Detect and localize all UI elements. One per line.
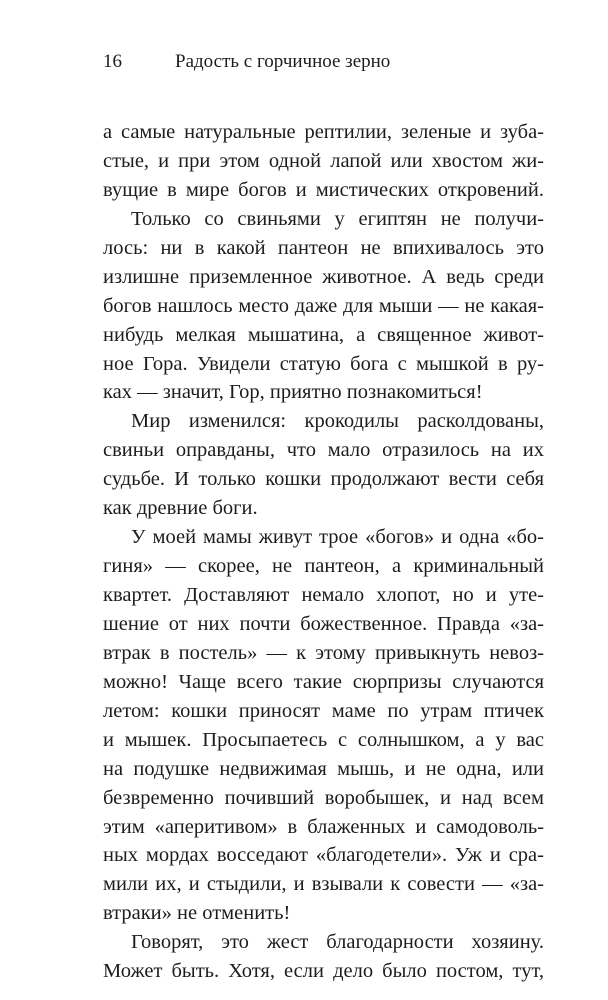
text-line: втраки» не отменить!: [103, 902, 291, 925]
text-line: вущие в мире богов и мистических откровений.: [103, 178, 544, 201]
text-line: свиньи оправданы, что мало отразилось на их: [103, 439, 544, 462]
running-head: [103, 50, 543, 74]
text-line: излишне приземленное животное. А ведь среди: [103, 265, 544, 288]
page-number: 16: [103, 51, 122, 72]
text-line: стые, и при этом одной лапой или хвостом жи-: [103, 149, 544, 172]
text-line: ках — значит, Гор, приятно познакомиться!: [103, 381, 483, 404]
text-line: на подушке недвижимая мышь, и не одна, или: [103, 757, 544, 780]
text-line: ных мордах восседают «благодетели». Уж и сра-: [103, 844, 544, 867]
running-title: Радость с горчичное зерно: [175, 51, 391, 72]
text-line: втрак в постель» — к этому привыкнуть невоз-: [103, 641, 544, 664]
text-line: ное Гора. Увидели статую бога с мышкой в ру-: [103, 352, 544, 375]
text-line: лось: ни в какой пантеон не впихивалось это: [103, 236, 544, 259]
body-text: [103, 118, 544, 986]
text-line: Только со свиньями у египтян не получи-: [131, 207, 544, 230]
text-line: Может быть. Хотя, если дело было постом, тут,: [103, 960, 544, 983]
text-line: Говорят, это жест благодарности хозяину.: [131, 931, 544, 954]
text-line: Мир изменился: крокодилы расколдованы,: [131, 410, 544, 433]
text-line: и мышек. Просыпаетесь с солнышком, а у вас: [103, 728, 544, 751]
text-line: судьбе. И только кошки продолжают вести себя: [103, 468, 544, 491]
text-line: квартет. Доставляют немало хлопот, но и уте-: [103, 584, 544, 606]
text-line: летом: кошки приносят маме по утрам птичек: [103, 699, 544, 722]
text-line: как древние боги.: [103, 497, 258, 520]
text-line: гиня» — скорее, не пантеон, а криминальный: [103, 555, 544, 578]
text-line: богов нашлось место даже для мыши — не какая-: [103, 294, 544, 317]
text-line: можно! Чаще всего такие сюрпризы случаются: [103, 670, 544, 693]
text-line: а самые натуральные рептилии, зеленые и зуба-: [103, 121, 544, 143]
text-line: этим «аперитивом» в блаженных и самодоволь-: [103, 815, 544, 838]
text-line: шение от них почти божественное. Правда «за-: [103, 612, 544, 635]
text-line: безвременно почивший воробышек, и над всем: [103, 786, 544, 809]
text-line: нибудь мелкая мышатина, а священное живот-: [103, 323, 544, 346]
text-line: У моей мамы живут трое «богов» и одна «бо-: [131, 526, 544, 549]
text-line: мили их, и стыдили, и взывали к совести — «за-: [103, 873, 544, 896]
